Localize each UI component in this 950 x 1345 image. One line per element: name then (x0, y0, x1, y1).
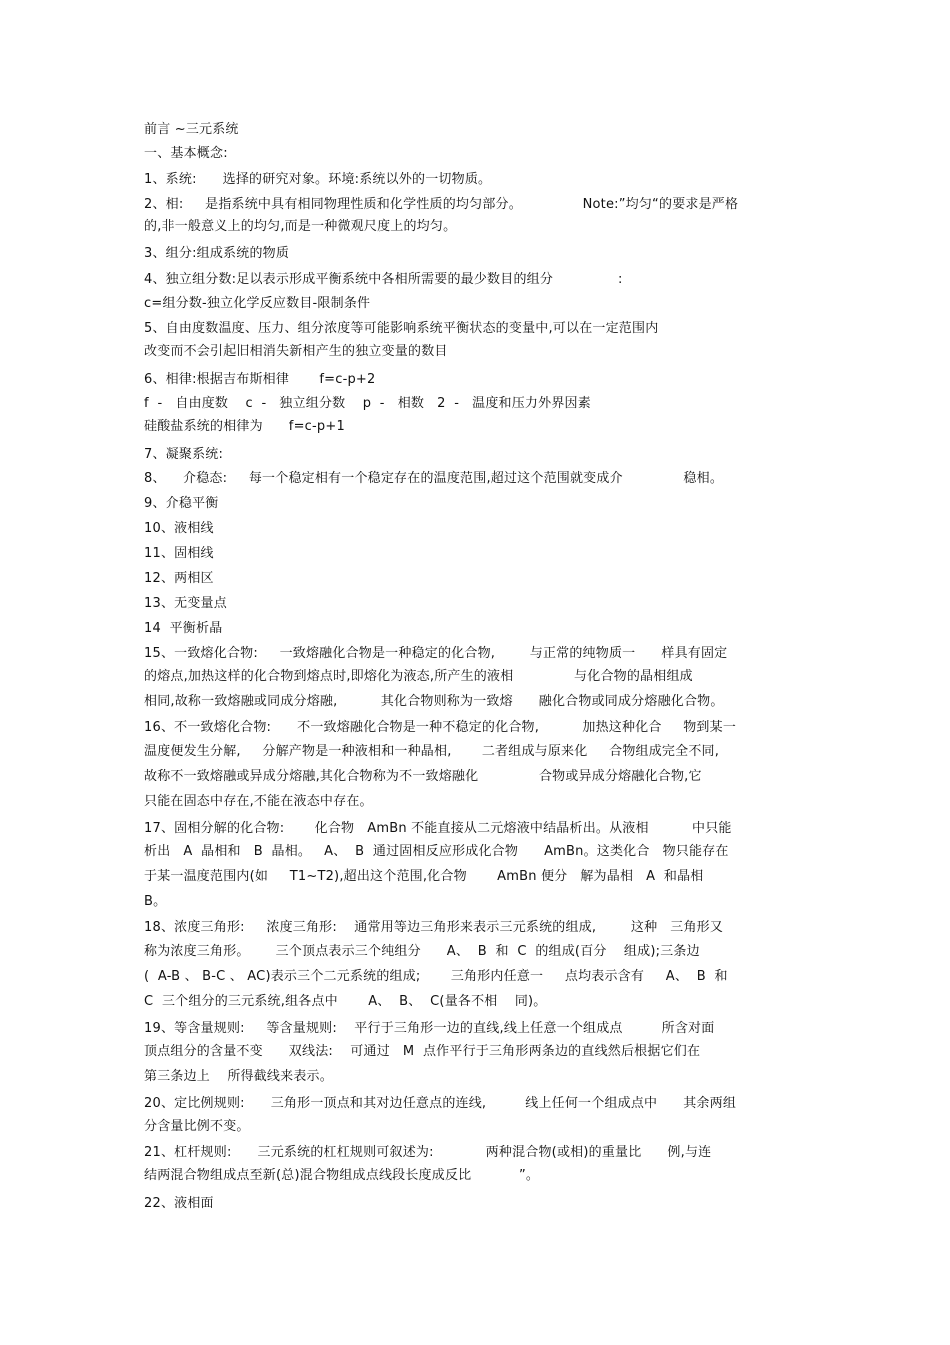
doc-line: 20、定比例规则: 三角形一顶点和其对边任意点的连线, 线上任何一个组成点中 其余两组 (144, 1096, 737, 1111)
doc-line: 13、无变量点 (144, 596, 227, 611)
doc-line: 21、杠杆规则: 三元系统的杠杠规则可叙述为: 两种混合物(或相)的重量比 例,与连 (144, 1145, 712, 1160)
doc-line: 一、基本概念: (144, 146, 228, 161)
doc-line: 16、不一致熔化合物: 不一致熔融化合物是一种不稳定的化合物, 加热这种化合 物到某一 (144, 720, 737, 735)
doc-line: 12、两相区 (144, 571, 214, 586)
doc-line: 的熔点,加热这样的化合物到熔点时,即熔化为液态,所产生的液相 与化合物的晶相组成 (144, 669, 693, 684)
doc-line: 19、等含量规则: 等含量规则: 平行于三角形一边的直线,线上任意一个组成点 所含对面 (144, 1021, 715, 1036)
doc-line: 的,非一般意义上的均匀,而是一种微观尺度上的均匀。 (144, 219, 457, 234)
doc-line: 故称不一致熔融或异成分熔融,其化合物称为不一致熔融化 合物或异成分熔融化合物,它 (144, 769, 702, 784)
doc-line: 结两混合物组成点至新(总)混合物组成点线段长度成反比 ”。 (144, 1168, 540, 1183)
doc-line: 7、凝聚系统: (144, 447, 224, 462)
doc-line: 只能在固态中存在,不能在液态中存在。 (144, 794, 373, 809)
doc-line: c=组分数-独立化学反应数目-限制条件 (144, 296, 371, 311)
doc-line: 改变而不会引起旧相消失新相产生的独立变量的数目 (144, 344, 448, 359)
doc-line: 2、相: 是指系统中具有相同物理性质和化学性质的均匀部分。 Note:”均匀“的要求是严格 (144, 197, 739, 212)
doc-line: 顶点组分的含量不变 双线法: 可通过 M 点作平行于三角形两条边的直线然后根据它们在 (144, 1044, 701, 1059)
doc-line: 11、固相线 (144, 546, 214, 561)
doc-line: 前言 ~三元系统 (144, 122, 239, 137)
doc-line: B。 (144, 894, 167, 909)
doc-line: 于某一温度范围内(如 T1~T2),超出这个范围,化合物 AmBn 便分 解为晶相 A 和晶相 (144, 869, 704, 884)
doc-line: 5、自由度数温度、压力、组分浓度等可能影响系统平衡状态的变量中,可以在一定范围内 (144, 321, 659, 336)
doc-line: 相同,故称一致熔融或同成分熔融, 其化合物则称为一致熔 融化合物或同成分熔融化合物。 (144, 694, 724, 709)
doc-line: f - 自由度数 c - 独立组分数 p - 相数 2 - 温度和压力外界因素 (144, 396, 591, 411)
doc-line: 6、相律:根据吉布斯相律 f=c-p+2 (144, 372, 376, 387)
doc-line: 第三条边上 所得截线来表示。 (144, 1069, 333, 1084)
doc-line: 9、介稳平衡 (144, 496, 219, 511)
doc-line: ( A-B 、 B-C 、 AC)表示三个二元系统的组成; 三角形内任意一 点均表示含有 A、 B 和 (144, 969, 728, 984)
doc-line: 18、浓度三角形: 浓度三角形: 通常用等边三角形来表示三元系统的组成, 这种 三角形又 (144, 920, 724, 935)
doc-line: 分含量比例不变。 (144, 1119, 250, 1134)
doc-line: 14 平衡析晶 (144, 621, 223, 636)
doc-line: 温度便发生分解, 分解产物是一种液相和一种晶相, 二者组成与原来化 合物组成完全不同, (144, 744, 720, 759)
doc-line: 8、 介稳态: 每一个稳定相有一个稳定存在的温度范围,超过这个范围就变成介 稳相。 (144, 471, 724, 486)
doc-line: 称为浓度三角形。 三个顶点表示三个纯组分 A、 B 和 C 的组成(百分 组成);三条边 (144, 944, 700, 959)
doc-line: 10、液相线 (144, 521, 214, 536)
doc-line: 析出 A 晶相和 B 晶相。 A、 B 通过固相反应形成化合物 AmBn。这类化合 物只能存在 (144, 844, 729, 859)
doc-line: 15、一致熔化合物: 一致熔融化合物是一种稳定的化合物, 与正常的纯物质一 样具有固定 (144, 646, 728, 661)
doc-line: 硅酸盐系统的相律为 f=c-p+1 (144, 419, 345, 434)
doc-line: 3、组分:组成系统的物质 (144, 246, 290, 261)
doc-line: 4、独立组分数:足以表示形成平衡系统中各相所需要的最少数目的组分 : (144, 272, 623, 287)
doc-line: 1、系统: 选择的研究对象。环境:系统以外的一切物质。 (144, 172, 492, 187)
doc-line: 22、液相面 (144, 1196, 214, 1211)
doc-line: 17、固相分解的化合物: 化合物 AmBn 不能直接从二元熔液中结晶析出。从液相 中只能 (144, 821, 732, 836)
doc-line: C 三个组分的三元系统,组各点中 A、 B、 C(量各不相 同)。 (144, 994, 547, 1009)
